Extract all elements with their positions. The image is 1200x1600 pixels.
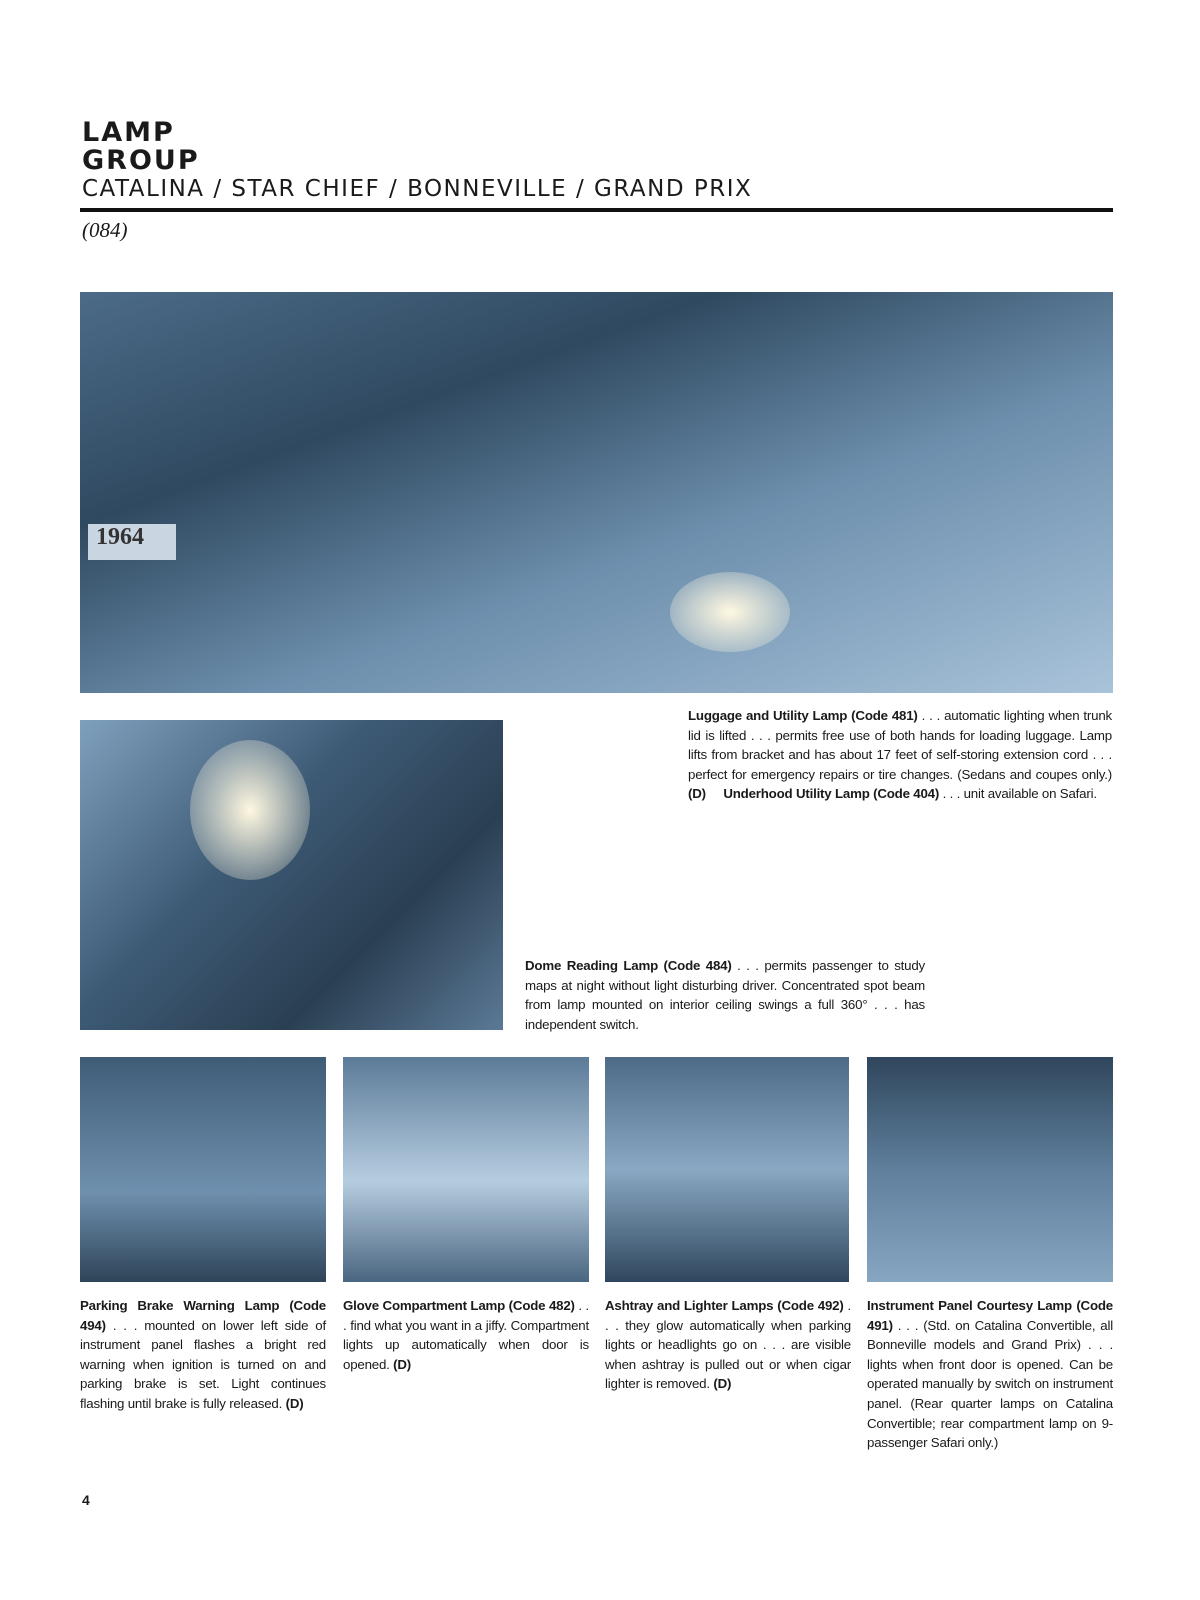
lamp-glow — [670, 572, 790, 652]
dealer-mark: (D) — [688, 786, 706, 802]
photo-glove-compartment-lamp — [343, 1057, 589, 1282]
feature-body: . . . unit available on Safari. — [939, 786, 1097, 802]
feature-body: . . . (Std. on Catalina Convertible, all Bonneville models and Grand Prix) . . . lights when front door is opened. Can be operated manually by switch on instrument panel. (Rear quarter lamps on Catalina Convertible; rear compartment lamp on 9-passenger Safari only.) — [867, 1317, 1113, 1451]
feature-body: . . . mounted on lower left side of instrument panel flashes a bright red warning when ignition is turned on and parking brake is set. Light continues flashing until brake is fully released. — [80, 1317, 326, 1411]
caption-courtesy-lamp — [867, 1296, 1113, 1453]
dealer-mark: (D) — [285, 1395, 304, 1411]
luggage-lamp-description — [688, 706, 1112, 804]
caption-glove-compartment — [343, 1296, 589, 1374]
dealer-mark: (D) — [393, 1356, 412, 1372]
caption-ashtray-lighter — [605, 1296, 851, 1394]
model-subtitle: CATALINA / STAR CHIEF / BONNEVILLE / GRAND PRIX — [82, 176, 753, 202]
feature-body: . . . permits passenger to study maps at night without light disturbing driver. Concentrated spot beam from lamp mounted on interior ceiling swings a full 360° . . . has independent switch. — [525, 958, 925, 1032]
feature-title: Glove Compartment Lamp (Code 482) — [343, 1298, 575, 1313]
page-title-line1: LAMP — [82, 117, 175, 148]
photo-courtesy-lamp — [867, 1057, 1113, 1282]
feature-title: Underhood Utility Lamp (Code 404) — [723, 786, 940, 802]
feature-title: Luggage and Utility Lamp (Code 481) — [688, 708, 918, 723]
feature-title: Parking Brake Warning Lamp (Code 494) — [80, 1298, 326, 1333]
feature-body: . . . automatic lighting when trunk lid is lifted . . . permits free use of both hands for loading luggage. Lamp lifts from bracket and has about 17 feet of self-storing extension cord . . . perfect for emergency repairs or tire changes. (Sedans and coupes only.) — [688, 708, 1112, 782]
license-plate: 1964 — [88, 524, 176, 560]
photo-dome-reading-lamp — [80, 720, 503, 1030]
dealer-mark: (D) — [713, 1376, 732, 1392]
lamp-glow — [190, 740, 310, 880]
feature-body: . . . find what you want in a jiffy. Compartment lights up automatically when door is opened. — [343, 1298, 589, 1372]
feature-title: Ashtray and Lighter Lamps (Code 492) — [605, 1298, 844, 1313]
photo-ashtray-lighter-lamps — [605, 1057, 849, 1282]
dome-lamp-description — [525, 956, 925, 1034]
page-number: 4 — [82, 1492, 90, 1508]
photo-parking-brake-lamp — [80, 1057, 326, 1282]
group-code: (084) — [82, 218, 128, 242]
feature-title: Instrument Panel Courtesy Lamp (Code 491) — [867, 1298, 1113, 1333]
title-divider — [80, 208, 1113, 212]
page-title-line2: GROUP — [82, 145, 200, 176]
caption-parking-brake — [80, 1296, 326, 1414]
photo-luggage-lamp — [80, 292, 1113, 693]
feature-body: . . . they glow automatically when parking lights or headlights go on . . . are visible when ashtray is pulled out or when cigar lighter is removed. — [605, 1298, 851, 1392]
feature-title: Dome Reading Lamp (Code 484) — [525, 958, 732, 973]
